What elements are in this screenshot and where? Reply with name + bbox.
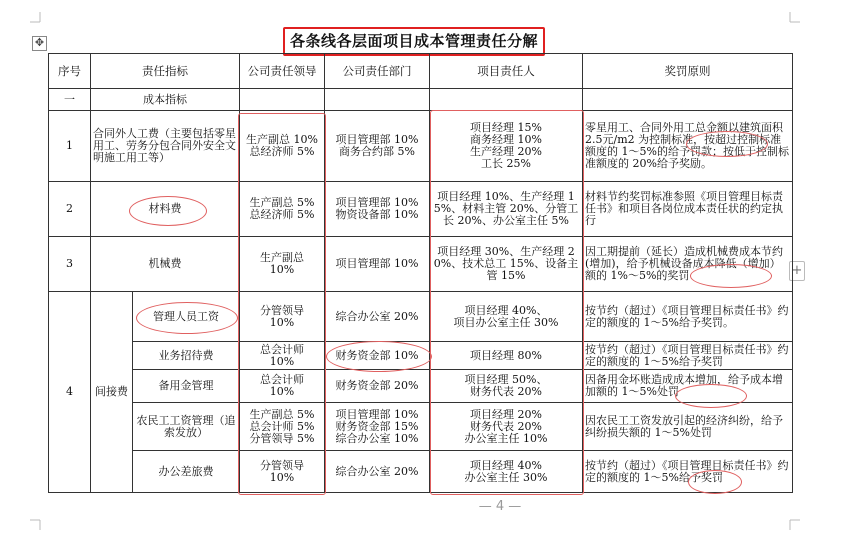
table-row (49, 370, 793, 403)
table-row (49, 292, 793, 342)
row-seq: 1 (49, 111, 91, 182)
row-leader: 生产副总 10% (240, 237, 325, 292)
table-row (49, 237, 793, 292)
row-leader: 生产副总 10% 总经济师 5% (240, 111, 325, 182)
row-dept: 项目管理部 10% 物资设备部 10% (325, 182, 430, 237)
section-seq: 一 (49, 89, 91, 111)
row-indicator: 农民工工资管理（追索发放） (133, 403, 240, 451)
row-person: 项目经理 80% (430, 342, 583, 370)
row-leader: 生产副总 5% 总经济师 5% (240, 182, 325, 237)
document-title: 各条线各层面项目成本管理责任分解 (283, 27, 545, 56)
row-person: 项目经理 30%、生产经理 20%、技术总工 15%、设备主管 15% (430, 237, 583, 292)
header-company-dept: 公司责任部门 (325, 54, 430, 89)
row-reward: 材料节约奖罚标准参照《项目管理目标责任书》和项目各岗位成本责任状的约定执行 (583, 182, 793, 237)
header-reward: 奖罚原则 (583, 54, 793, 89)
row-leader: 分管领导 10% (240, 451, 325, 493)
table-row (49, 403, 793, 451)
row-indicator: 业务招待费 (133, 342, 240, 370)
row-indicator: 机械费 (91, 237, 240, 292)
row-person: 项目经理 40%、 项目办公室主任 30% (430, 292, 583, 342)
row-leader: 总会计师 10% (240, 370, 325, 403)
row-reward: 按节约（超过）《项目管理目标责任书》约定的额度的 1～5%给予奖罚 (583, 451, 793, 493)
table-move-handle[interactable]: ✥ (32, 36, 47, 51)
row-reward: 按节约（超过）《项目管理目标责任书》约定的额度的 1～5%给予奖罚。 (583, 292, 793, 342)
row-person: 项目经理 20% 财务代表 20% 办公室主任 10% (430, 403, 583, 451)
row-indicator: 材料费 (91, 182, 240, 237)
row-seq: 3 (49, 237, 91, 292)
row-reward: 因农民工工资发放引起的经济纠纷，给予纠纷损失额的 1～5%处罚 (583, 403, 793, 451)
header-seq: 序号 (49, 54, 91, 89)
header-row (49, 54, 793, 89)
row-reward: 按节约（超过）《项目管理目标责任书》约定的额度的 1～5%给予奖罚 (583, 342, 793, 370)
table-row (49, 342, 793, 370)
row-reward: 因工期提前（延长）造成机械费成本节约(增加)，给予机械设备成本降低（增加）额的 1%～5%的奖罚 (583, 237, 793, 292)
add-column-icon[interactable]: + (789, 261, 805, 281)
row-dept: 项目管理部 10% (325, 237, 430, 292)
row-person: 项目经理 50%、 财务代表 20% (430, 370, 583, 403)
row-indicator: 备用金管理 (133, 370, 240, 403)
section-row (49, 89, 793, 111)
row-dept: 综合办公室 20% (325, 451, 430, 493)
row-dept: 项目管理部 10% 财务资金部 15% 综合办公室 10% (325, 403, 430, 451)
page-number: — 4 — (478, 499, 522, 514)
section-label: 成本指标 (91, 89, 240, 111)
table-row (49, 111, 793, 182)
row-dept: 财务资金部 20% (325, 370, 430, 403)
row-leader: 总会计师 10% (240, 342, 325, 370)
row-person: 项目经理 40% 办公室主任 30% (430, 451, 583, 493)
group-seq: 4 (49, 292, 91, 493)
table-row (49, 182, 793, 237)
row-reward: 零星用工、合同外用工总金额以建筑面积 2.5元/m2 为控制标准，按超过控制标准额度的 1～5%的给予罚款；按低于控制标准额度的 20%给予奖励。 (583, 111, 793, 182)
group-label: 间接费 (91, 292, 133, 493)
table-row (49, 451, 793, 493)
row-leader: 生产副总 5% 总会计师 5% 分管领导 5% (240, 403, 325, 451)
row-seq: 2 (49, 182, 91, 237)
responsibility-table (48, 53, 793, 493)
row-dept: 项目管理部 10% 商务合约部 5% (325, 111, 430, 182)
row-indicator: 管理人员工资 (133, 292, 240, 342)
row-dept: 综合办公室 20% (325, 292, 430, 342)
row-leader: 分管领导 10% (240, 292, 325, 342)
row-indicator: 办公差旅费 (133, 451, 240, 493)
header-project-person: 项目责任人 (430, 54, 583, 89)
row-reward: 因备用金坏账造成成本增加，给予成本增加额的 1～5%处罚 (583, 370, 793, 403)
header-company-leader: 公司责任领导 (240, 54, 325, 89)
row-person: 项目经理 10%、生产经理 15%、材料主管 20%、分管工长 20%、办公室主任 5% (430, 182, 583, 237)
header-indicator: 责任指标 (91, 54, 240, 89)
row-dept: 财务资金部 10% (325, 342, 430, 370)
row-indicator: 合同外人工费（主要包括零星用工、劳务分包合同外安全文明施工用工等） (91, 111, 240, 182)
row-person: 项目经理 15% 商务经理 10% 生产经理 20% 工长 25% (430, 111, 583, 182)
